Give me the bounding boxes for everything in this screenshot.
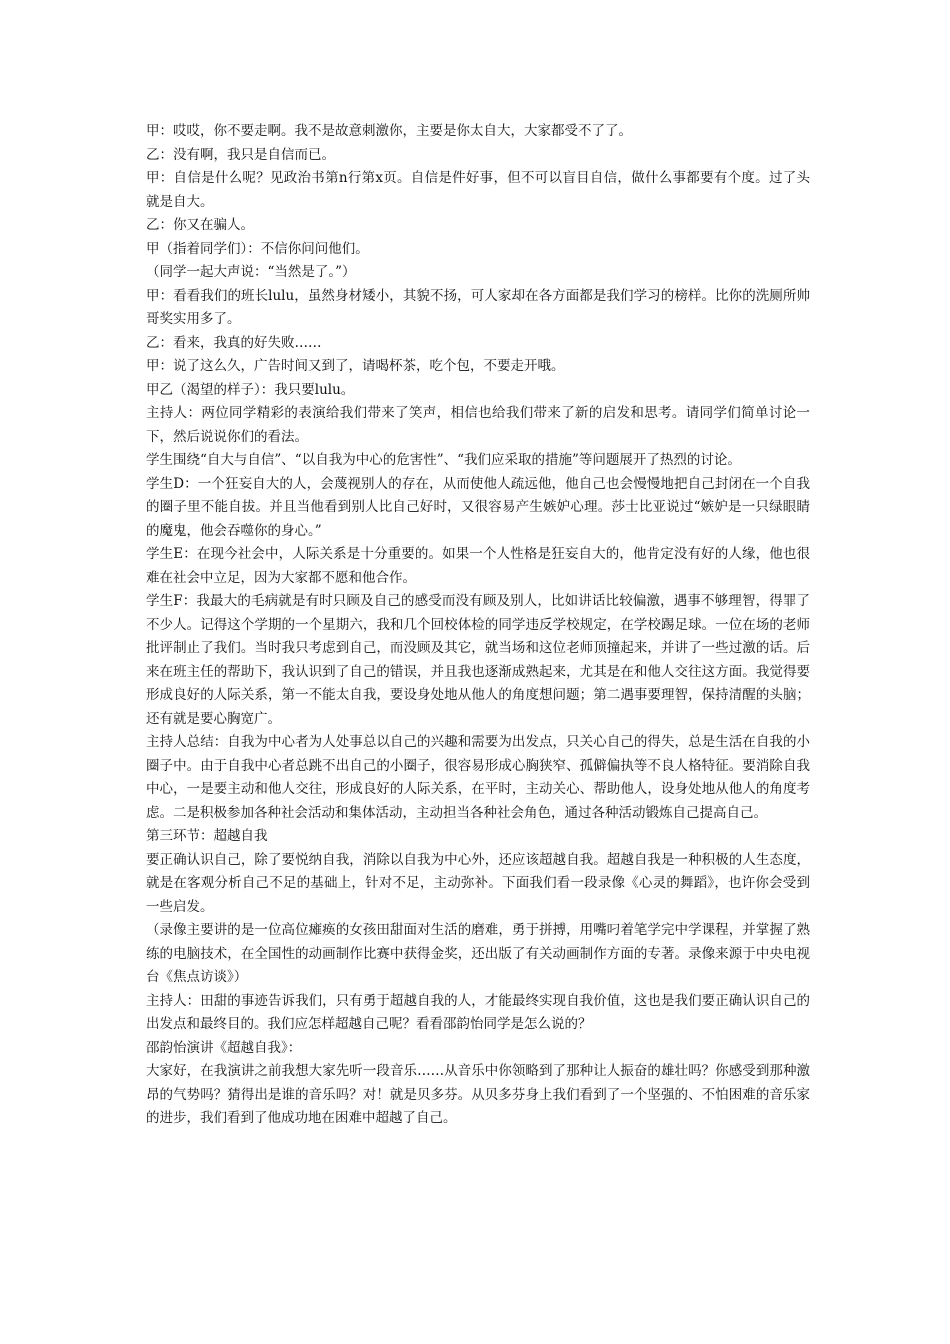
speech-body: 大家好，在我演讲之前我想大家先听一段音乐……从音乐中你领略到了那种让人振奋的雄壮吗？你感受到那种激昂的气势吗？猜得出是谁的音乐吗？对！就是贝多芬。从贝多芬身上我们看到了一个坚强的、不怕困难的音乐家的进步，我们看到了他成功地在困难中超越了自己。	[146, 1063, 810, 1126]
student-d-remark: 学生D：一个狂妄自大的人，会蔑视别人的存在，从而使他人疏远他，他自己也会慢慢地把自己封闭在一个自我的圈子里不能自拔。并且当他看到别人比自己好时，又很容易产生嫉妒心理。莎士比亚说过“嫉妒是一只绿眼睛的魔鬼，他会吞噬你的身心。”	[146, 475, 810, 539]
speech-title: 邵韵怡演讲《超越自我》：	[146, 1039, 302, 1056]
discussion-intro: 学生围绕“自大与自信”、“以自我为中心的危害性”、“我们应采取的措施”等问题展开了热烈的讨论。	[146, 452, 741, 468]
dialogue-line-jia-yi: 甲乙（渴望的样子）：我只要lulu。	[146, 381, 355, 398]
dialogue-line-yi-2: 乙：你又在骗人。	[146, 217, 254, 233]
dialogue-line-jia-2: 甲：自信是什么呢？见政治书第n行第x页。自信是件好事，但不可以盲目自信，做什么事都要有个度。过了头就是自大。	[146, 170, 810, 210]
host-remark-2: 主持人：田甜的事迹告诉我们，只有勇于超越自我的人，才能最终实现自我价值，这也是我们要正确认识自己的出发点和最终目的。我们应怎样超越自己呢？看看邵韵怡同学是怎么说的？	[146, 992, 810, 1032]
dialogue-line-yi-1: 乙：没有啊，我只是自信而已。	[146, 146, 335, 163]
dialogue-line-jia-4: 甲：看看我们的班长lulu，虽然身材矮小，其貌不扬，可人家却在各方面都是我们学习的榜样。比你的洗厕所帅哥奖实用多了。	[146, 287, 810, 327]
dialogue-line-yi-3: 乙：看来，我真的好失败……	[146, 334, 322, 351]
stage-direction: （同学一起大声说：“当然是了。”）	[146, 264, 356, 280]
document-page	[146, 120, 810, 1131]
dialogue-line-jia-3: 甲（指着同学们）：不信你问问他们。	[146, 240, 369, 257]
dialogue-line-jia-1: 甲：哎哎，你不要走啊。我不是故意刺激你，主要是你太自大，大家都受不了了。	[146, 123, 632, 139]
section-intro: 要正确认识自己，除了要悦纳自我，消除以自我为中心外，还应该超越自我。超越自我是一种积极的人生态度，就是在客观分析自己不足的基础上，针对不足，主动弥补。下面我们看一段录像《心灵的舞蹈》，也许你会受到一些启发。	[146, 851, 810, 915]
dialogue-line-jia-5: 甲：说了这么久，广告时间又到了，请喝杯茶，吃个包，不要走开哦。	[146, 358, 565, 374]
host-remark-1: 主持人：两位同学精彩的表演给我们带来了笑声，相信也给我们带来了新的启发和思考。请同学们简单讨论一下，然后说说你们的看法。	[146, 405, 810, 445]
section-heading: 第三环节：超越自我	[146, 828, 268, 844]
student-e-remark: 学生E：在现今社会中，人际关系是十分重要的。如果一个人性格是狂妄自大的，他肯定没有好的人缘，他也很难在社会中立足，因为大家都不愿和他合作。	[146, 546, 810, 586]
student-f-remark: 学生F：我最大的毛病就是有时只顾及自己的感受而没有顾及别人，比如讲话比较偏激，遇事不够理智，得罪了不少人。记得这个学期的一个星期六，我和几个回校体检的同学违反学校规定，在学校踢足球。一位在场的老师批评制止了我们。当时我只考虑到自己，而没顾及其它，就当场和这位老师顶撞起来，并讲了一些过激的话。后来在班主任的帮助下，我认识到了自己的错误，并且我也逐渐成熟起来，尤其是在和他人交往这方面。我觉得要形成良好的人际关系，第一不能太自我，要设身处地从他人的角度想问题；第二遇事要理智，保持清醒的头脑；还有就是要心胸宽广。	[146, 593, 810, 727]
video-description: （录像主要讲的是一位高位瘫痪的女孩田甜面对生活的磨难，勇于拼搏，用嘴叼着笔学完中学课程，并掌握了熟练的电脑技术，在全国性的动画制作比赛中获得金奖，还出版了有关动画制作方面的专著。录像来源于中央电视台《焦点访谈》）	[146, 922, 810, 985]
host-summary: 主持人总结：自我为中心者为人处事总以自己的兴趣和需要为出发点，只关心自己的得失，总是生活在自我的小圈子中。由于自我中心者总跳不出自己的小圈子，很容易形成心胸狭窄、孤僻偏执等不良人格特征。要消除自我中心，一是要主动和他人交往，形成良好的人际关系，在平时，主动关心、帮助他人，设身处地从他人的角度考虑。二是积极参加各种社会活动和集体活动，主动担当各种社会角色，通过各种活动锻炼自己提高自己。	[146, 734, 810, 821]
